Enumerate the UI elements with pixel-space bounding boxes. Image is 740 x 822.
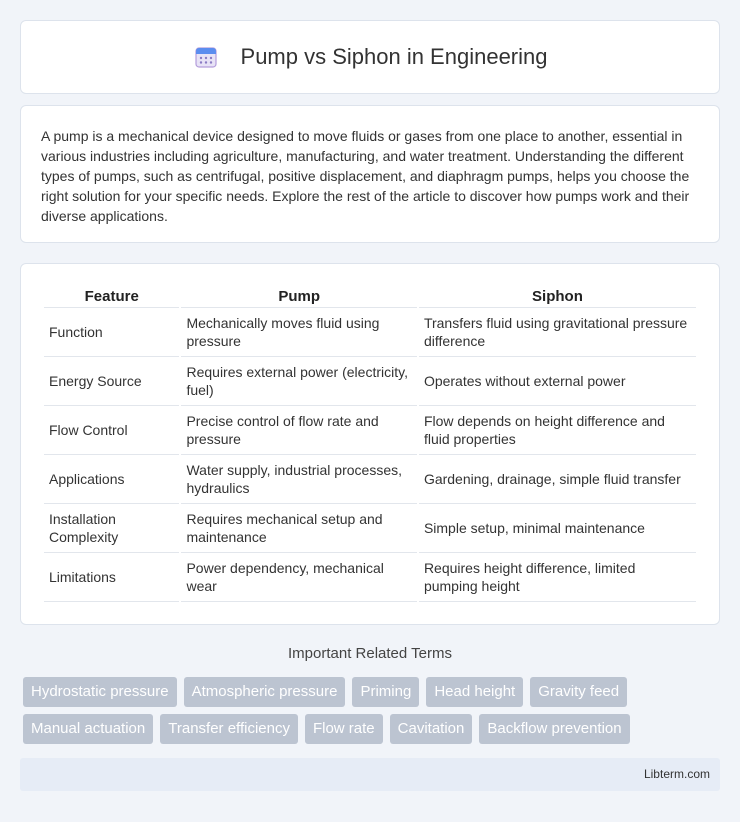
table-row — [44, 357, 696, 406]
comparison-table-card — [20, 263, 720, 625]
header-feature: Feature — [44, 286, 179, 308]
cell-feature: Installation Complexity — [44, 504, 179, 553]
header-card — [20, 20, 720, 94]
tag-backflow-prevention[interactable]: Backflow prevention — [479, 714, 629, 744]
cell-siphon: Transfers fluid using gravitational pressure difference — [419, 308, 696, 357]
table-row — [44, 308, 696, 357]
tag-head-height[interactable]: Head height — [426, 677, 523, 707]
cell-feature: Function — [44, 308, 179, 357]
cell-feature: Limitations — [44, 553, 179, 602]
header-pump: Pump — [181, 286, 416, 308]
cell-feature: Flow Control — [44, 406, 179, 455]
tag-cavitation[interactable]: Cavitation — [390, 714, 473, 744]
tag-atmospheric-pressure[interactable]: Atmospheric pressure — [184, 677, 346, 707]
cell-feature: Applications — [44, 455, 179, 504]
footer-site-link[interactable]: Libterm.com — [643, 767, 710, 781]
cell-siphon: Simple setup, minimal maintenance — [419, 504, 696, 553]
table-row — [44, 504, 696, 553]
related-terms-title: Important Related Terms — [288, 645, 452, 662]
cell-pump: Mechanically moves fluid using pressure — [181, 308, 416, 357]
cell-siphon: Gardening, drainage, simple fluid transfer — [419, 455, 696, 504]
cell-siphon: Flow depends on height difference and fluid properties — [419, 406, 696, 455]
cell-siphon: Requires height difference, limited pumping height — [419, 553, 696, 602]
cell-siphon: Operates without external power — [419, 357, 696, 406]
table-row — [44, 455, 696, 504]
intro-card — [20, 105, 720, 243]
intro-text: A pump is a mechanical device designed to move fluids or gases from one place to another, essential in various industries including agriculture, manufacturing, and water treatment. Understanding the different types of pumps, such as centrifugal, positive displacement, and diaphragm pumps, helps you choose the right solution for your specific needs. Explore the rest of the article to discover how pumps work and their diverse applications. — [41, 128, 690, 224]
tag-gravity-feed[interactable]: Gravity feed — [530, 677, 627, 707]
page-title: Pump vs Siphon in Engineering — [240, 44, 548, 69]
cell-pump: Requires external power (electricity, fuel) — [181, 357, 416, 406]
cell-pump: Requires mechanical setup and maintenance — [181, 504, 416, 553]
cell-pump: Power dependency, mechanical wear — [181, 553, 416, 602]
cell-pump: Water supply, industrial processes, hydraulics — [181, 455, 416, 504]
cell-pump: Precise control of flow rate and pressure — [181, 406, 416, 455]
comparison-table — [42, 286, 698, 602]
calendar-grid-icon — [193, 44, 219, 70]
footer — [20, 758, 720, 791]
tag-hydrostatic-pressure[interactable]: Hydrostatic pressure — [23, 677, 177, 707]
tag-manual-actuation[interactable]: Manual actuation — [23, 714, 153, 744]
tag-priming[interactable]: Priming — [352, 677, 419, 707]
tag-transfer-efficiency[interactable]: Transfer efficiency — [160, 714, 298, 744]
header-siphon: Siphon — [419, 286, 696, 308]
table-row — [44, 553, 696, 602]
table-row — [44, 406, 696, 455]
related-terms-tags — [23, 677, 723, 744]
table-header-row — [44, 286, 696, 308]
cell-feature: Energy Source — [44, 357, 179, 406]
tag-flow-rate[interactable]: Flow rate — [305, 714, 383, 744]
